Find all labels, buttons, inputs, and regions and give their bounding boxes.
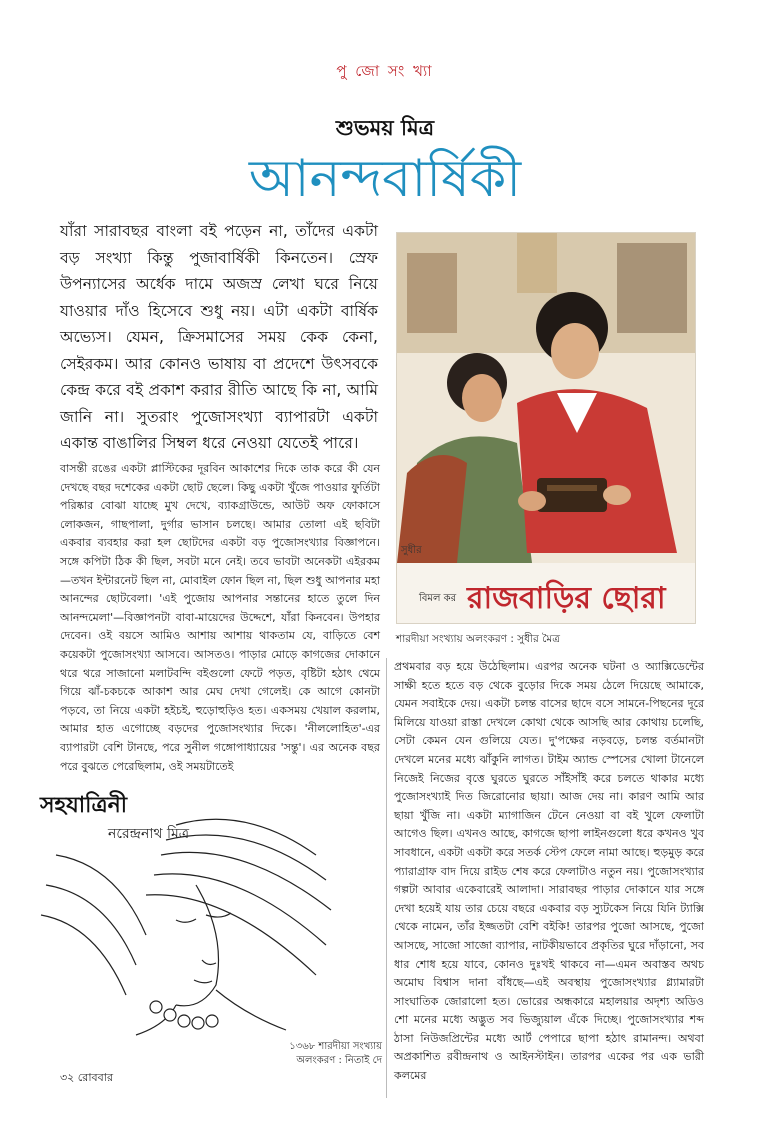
book-title: রাজবাড়ির ছোরা xyxy=(467,581,666,616)
column-divider xyxy=(386,658,387,1098)
cover-illustration xyxy=(396,232,696,624)
sketch-story-author: নরেন্দ্রনাথ মিত্র xyxy=(108,826,190,842)
body-column-left: বাসন্তী রঙের একটা প্লাস্টিকের দূরবিন আকাশের দিকে তাক করে কী যেন দেখছে বছর দশেকের একটা ছোট ছেলে। কিছু একটা খুঁজে পাওয়ার ফুর্তিটা পরিষ্কার বোঝা যাচ্ছে মুখ দেখে, ব্যাকগ্রাউন্ডে, আউট অফ ফোকাসে লোকজন, গাছপালা, দুর্গার ভাসান চলছে। আমার তোলা এই ছবিটা একবার ব্যবহার করা হল ছোটদের একটা বড় পুজোসংখ্যার বিজ্ঞাপনে। সঙ্গে কপিটা ঠিক কী ছিল, সবটা মনে নেই। তবে ভাবটা অনেকটা এইরকম—তখন ইন্টারনেট ছিল না, মোবাইল ফোন ছিল না, ছিল শুধু আপনার মহা আনন্দের ছোটবেলা। 'এই পুজোয় আপনার সন্তানের হাতে তুলে দিন আনন্দমেলা'—বিজ্ঞাপনটা বাবা-মায়েদের উদ্দেশে, যাঁরা কিনবেন। উপহার দেবেন। ওই বয়সে আমিও আশায় আশায় থাকতাম যে, বাড়িতে বেশ কয়েকটা পুজোসংখ্যা আসবে। আসতও। পাড়ার মোড়ে কাগজের দোকানে থরে থরে সাজানো মলাটবন্দি বইগুলো ফেটে পড়ত, বৃষ্টিটা হঠাৎ থেমে গিয়ে ঝাঁ-চকচকে আকাশ আর মেঘ দেখা গেলেই। কে আগে কোনটা পড়বে, তা নিয়ে একটা হইচই, হুড়োহুড়িও হত। একসময় খেয়াল করলাম, আমার হাত এগোচ্ছে বড়দের পুজোসংখ্যার দিকে। 'নীললোহিত'-এর ব্যাপারটা বেশি টানছে, পরে সুনীল গঙ্গোপাধ্যায়ের 'সন্তু'। এর অনেক বছর পরে বুঝতে পেরেছিলাম, ওই সময়টাতেই xyxy=(60,462,380,773)
article-title: আনন্দবার্ষিকী xyxy=(248,149,522,209)
artist-signature: সুধীর xyxy=(401,545,422,556)
lead-paragraph: যাঁরা সারাবছর বাংলা বই পড়েন না, তাঁদের একটা বড় সংখ্যা কিন্তু পুজাবার্ষিকী কিনতেন। স্রেফ উপন্যাসের অর্ধেক দামে অজস্র লেখা ঘরে নিয়ে যাওয়ার দাঁও হিসেবে শুধু নয়। এটা একটা বার্ষিক অভ্যেস। যেমন, ক্রিসমাসের সময় কেক কেনা, সেইরকম। আর কোনও ভাষায় বা প্রদেশে উৎসবকে কেন্দ্র করে বই প্রকাশ করার রীতি আছে কি না, আমি জানি না। সুতরাং পুজোসংখ্যা ব্যাপারটা একটা একান্ত বাঙালির সিম্বল ধরে নেওয়া যেতেই পারে। xyxy=(60,222,378,452)
illustration-caption: শারদীয়া সংখ্যায় অলংকরণ : সুধীর মৈত্র xyxy=(396,633,560,645)
illustration-artwork xyxy=(397,233,696,624)
sketch-caption: ১৩৬৮ শারদীয়া সংখ্যায় অলংকরণ : নিতাই দে xyxy=(289,1041,382,1066)
page-folio: ৩২ রোববার xyxy=(60,1071,113,1084)
sketch-story-title: সহযাত্রিনী xyxy=(40,792,128,818)
body-column-right: প্রথমবার বড় হয়ে উঠেছিলাম। এরপর অনেক ঘটনা ও অ্যাক্সিডেন্টের সাক্ষী হতে হতে বড় থেকে বুড়োর দিকে সময় ঠেলে দিয়েছে আমাকে, যেমন সবাইকে দেয়। একটা চলন্ত বাসের ছাদে বসে সামনে-পিছনের দূরে মিলিয়ে যাওয়া রাস্তা দেখলে কোথা থেকে আসছি আর কোথায় চলেছি, সেটা কেমন যেন গুলিয়ে যেত। দু'পক্ষের নড়বড়ে, চলন্ত বর্তমানটা দেখলে মনের মধ্যে ঝাঁকুনি লাগত। টাইম অ্যান্ড স্পেসের খোলা টানেলে নিজেই নিজের বৃত্তে ঘুরতে ঘুরতে সাঁইসাঁই করে চলতে থাকার মধ্যে পুজোসংখ্যাই দিত জিরোনোর ছায়া। আজ দেয় না। কারণ আমি আর ছায়া খুঁজি না। একটা ম্যাগাজিন টেনে নেওয়া বা বই খুলে ফেলাটা আগেও ছিল। এখনও আছে, কাগজে ছাপা লাইনগুলো ধরে কখনও খুব সাবধানে, একটা একটা করে সতর্ক স্টেপ ফেলে নামা আছে। হুড়মুড় করে প্যারাগ্রাফ বাদ দিয়ে রাইড শেষ করে ফেলাটাও নতুন নয়। পুজোসংখ্যার গল্পটা আবার একেবারেই আলাদা। সারাবছর পাড়ার দোকানে যার সঙ্গে দেখা হয়েই যায় তার চেয়ে বছরে একবার বড় স্যুটকেস নিয়ে যিনি ট্যাক্সি থেকে নামেন, তাঁর ইজ্জতটা বেশি বইকি! তারপর পুজো আসছে, পুজো আসছে, সাজো সাজো ব্যাপার, নাটকীয়ভাবে প্রকৃতির ঘুরে দাঁড়ানো, সব ধার শোধ হয়ে যাবে, কোনও দুঃখই থাকবে না—এমন অবাস্তব অথচ অমোঘ বিশ্বাস দানা বাঁধছে—এই অবস্থায় পুজোসংখ্যার গ্ল্যামারটা সাংঘাতিক জোরালো হত। ভোরের অন্ধকারে মহালয়ার অদৃশ্য অডিও শো মনের মধ্যে অদ্ভুত সব ভিজ্যুয়াল এঁকে দিচ্ছে। পুজোসংখ্যার শব্দ ঠাসা নিউজপ্রিন্টের মধ্যে আর্ট পেপারে ছাপা হঠাৎ রামানন্দ। অথবা অপ্রকাশিত রবীন্দ্রনাথ ও আইনস্টাইন। তারপর একের পর এক ভারী কলমের xyxy=(394,660,704,1083)
section-tag: পু জো সং খ্যা xyxy=(336,62,434,80)
article-author: শুভময় মিত্র xyxy=(335,116,435,140)
book-author: বিমল কর xyxy=(419,593,457,604)
